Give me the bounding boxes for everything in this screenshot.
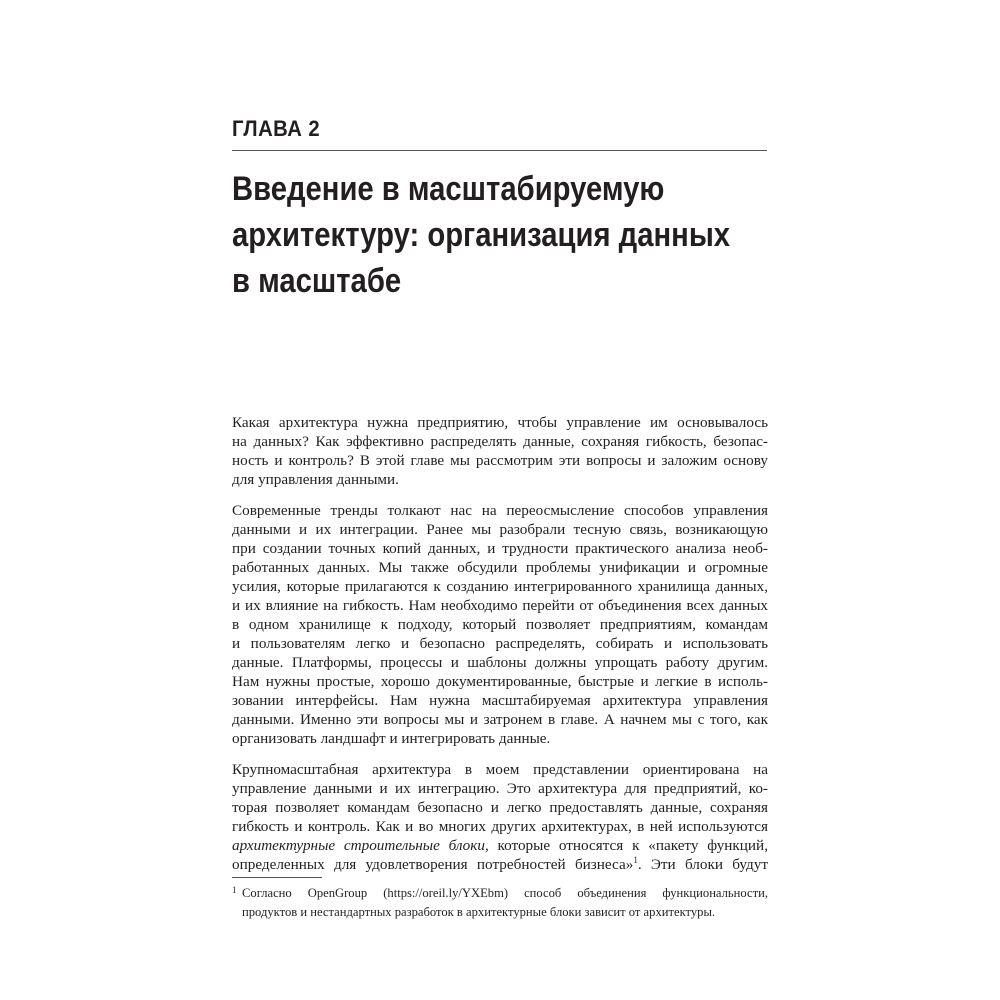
text-line: данными и их интеграции. Ранее мы разобрали тесную связь, возникающую [232,521,768,538]
text-line: Какая архитектура нужна предприятию, чтобы управление им основывалось [232,414,768,431]
footnote-divider [232,877,322,878]
text-run: , которые относятся к «пакету функций, [484,837,768,854]
text-line: для управления данными. [232,471,399,488]
chapter-title-line: архитектуру: организация данных [232,216,731,254]
text-line [232,855,768,874]
text-run: . Эти блоки будут [637,856,769,873]
text-line: Нам нужны простые, хорошо документированные, быстрые и легкие в исполь- [232,673,768,690]
text-line: Современные тренды толкают нас на переосмысление способов управления [232,502,768,519]
chapter-divider [232,150,767,151]
text-line: организовать ландшафт и интегрировать данные. [232,730,551,747]
text-line: и пользователям легко и безопасно распределять, собирать и использовать [232,635,768,652]
footnote-line: Согласно OpenGroup (https://oreil.ly/YXEbm) способ объединения функциональности, [242,886,768,900]
text-line: работанных данных. Мы также обсудили проблемы унификации и огромные [232,559,768,576]
text-line: усилия, которые прилагаются к созданию интегрированного хранилища данных, [232,578,768,595]
paragraph-3 [232,760,768,874]
text-line [232,836,768,855]
chapter-label: ГЛАВА 2 [232,116,321,141]
text-line: ность и контроль? В этой главе мы рассмотрим эти вопросы и заложим основу [232,452,768,469]
text-line: на данных? Как эффективно распределять данные, сохраняя гибкость, безопас- [232,433,768,450]
paragraph-1 [232,413,768,489]
footnote-line: продуктов и нестандартных разработок в архитектурные блоки зависит от архитектуры. [242,905,716,919]
text-line: и их влияние на гибкость. Нам необходимо перейти от объединения всех данных [232,597,768,614]
paragraph-2 [232,501,768,748]
text-line: данными. Именно эти вопросы мы и затронем в главе. А начнем мы с того, как [232,711,768,728]
text-line: Крупномасштабная архитектура в моем представлении ориентирована на [232,761,768,778]
chapter-title [232,166,731,304]
text-line: при создании точных копий данных, и трудности практического анализа необ- [232,540,768,557]
footnote-number: 1 [232,885,237,895]
footnote-ref[interactable]: 1 [633,854,638,865]
text-line: данные. Платформы, процессы и шаблоны должны упрощать работу другим. [232,654,768,671]
text-line: торая позволяет командам безопасно и легко предоставлять данные, сохраняя [232,799,768,816]
text-run: определенных для удовлетворения потребностей бизнеса» [232,856,634,873]
footnote [232,884,768,922]
text-line: гибкость и контроль. Как и во многих других архитектурах, в ней используются [232,818,768,835]
text-line: управление данными и их интеграцию. Это архитектура для предприятий, ко- [232,780,768,797]
chapter-title-line: Введение в масштабируемую [232,170,665,208]
italic-term: архитектурные строительные блоки [232,837,485,854]
body-text [232,413,768,886]
text-line: зовании интерфейсы. Нам нужна масштабируемая архитектура управления [232,692,768,709]
chapter-title-line: в масштабе [232,262,402,300]
text-line: в одном хранилище к подходу, который позволяет предприятиям, командам [232,616,768,633]
